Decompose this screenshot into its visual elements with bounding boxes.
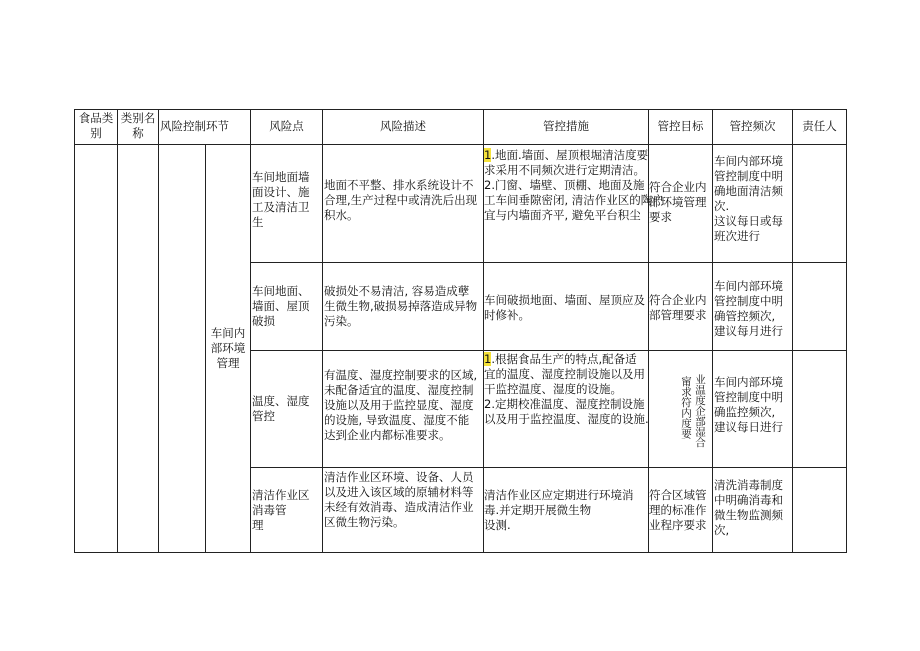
header-target: 管控目标: [657, 119, 704, 133]
risk-point-cell: 车间地面墙 面设计、施 工及清洁卫 生: [252, 170, 310, 229]
risk-point-cell: 车间地面、 墙面、屋顶 破损: [252, 284, 310, 328]
section-label: 车间内 部环境 管理: [210, 326, 246, 370]
header-frequency: 管控频次: [729, 119, 776, 133]
target-cell: 符合企业内 部管理要求: [649, 293, 707, 322]
highlight-mark: 1: [484, 148, 492, 162]
row-divider: [250, 262, 847, 263]
risk-desc-cell: 破损处不易清洁, 容易造成孽 生微生物,破损易掉落造成异物 污染。: [324, 284, 478, 328]
col-border: [322, 109, 323, 553]
target-cell: 符合区域管 理的标准作 业程序要求: [649, 488, 707, 532]
risk-desc-cell: 清洁作业区环境、设备、人员 以及进入该区域的原辅材料等 未经有效消毒、造成清洁作业 区微生物污染。: [324, 470, 474, 529]
table-bottom-border: [74, 552, 847, 553]
col-border: [74, 109, 75, 553]
col-border: [250, 109, 251, 553]
risk-point-cell: 清洁作业区 消毒管 理: [252, 488, 310, 532]
col-border: [792, 109, 793, 553]
target-cell-vertical: 甯求符内度要: [680, 376, 692, 439]
col-border: [846, 109, 847, 553]
risk-point-cell: 温度、湿度 管控: [252, 394, 310, 423]
highlight-mark: 1: [484, 352, 492, 366]
col-border: [712, 109, 713, 553]
measure-cell: 清洁作业区应定期进行环境消 毒.并定期开展微生物 设测.: [484, 488, 634, 532]
header-category-name: 类别名 称: [120, 111, 156, 140]
header-food-category: 食品类 别: [78, 111, 114, 140]
risk-desc-cell: 地面不平整、排水系统设计不 合理,生产过程中或清洗后出现 积水。: [324, 178, 478, 222]
header-risk-desc: 风险描述: [380, 119, 426, 133]
header-risk-control: 风险控制环节: [160, 119, 229, 133]
header-bottom-border: [74, 144, 847, 145]
measure-cell: 1.根据食品生产的特点,配备适 宜的温度、湿度控制设施以及用 干监控温度、湿度的设施。 2.定期校准温度、湿度控制设施 以及用于监控温度、湿度的设施.: [484, 352, 649, 426]
col-border: [117, 109, 118, 553]
frequency-cell: 清洗消毒制度 中明确消毒和 微生物监测频 次,: [714, 478, 783, 537]
row-divider: [250, 467, 847, 468]
frequency-cell: 车间内部环境 管控制度中明 确管控频次, 建议每月进行: [714, 279, 783, 338]
frequency-cell: 车间内部环境 管控制度中明 确监控频次, 建议每日进行: [714, 375, 783, 434]
measure-cell: 1.地面.墙面、屋顶根堀清洁度要 求采用不同频次进行定期清洁。 2.门窗、墙壁、顶棚、地面及施 工车间垂隙密闭, 清洁作业区的陶户 宜与内墙面齐平, 避免平台积尘: [484, 148, 664, 222]
table-top-border: [74, 109, 847, 110]
header-risk-point: 风险点: [269, 119, 304, 133]
header-measure: 管控措施: [543, 119, 589, 133]
measure-cell: 车间破损地面、墙面、屋顶应及 时修补。: [484, 293, 645, 322]
target-cell-vertical: 业温度企部湿合: [694, 374, 706, 448]
risk-desc-cell: 有温度、湿度控制要求的区域, 未配备适宜的温度、湿度控制 设施以及用于监控显度、湿度 的设施, 导致温度、湿度不能 达到企业内都标准要求。: [324, 368, 478, 442]
frequency-cell: 车间内部环境 管控制度中明 确地面清洁频 次. 这议每日或每 班次进行: [714, 154, 783, 243]
col-border: [158, 109, 159, 553]
row-divider: [250, 350, 847, 351]
target-cell: 符合企业内 部环境管理 要求: [649, 180, 707, 224]
header-responsible: 责任人: [802, 119, 837, 133]
